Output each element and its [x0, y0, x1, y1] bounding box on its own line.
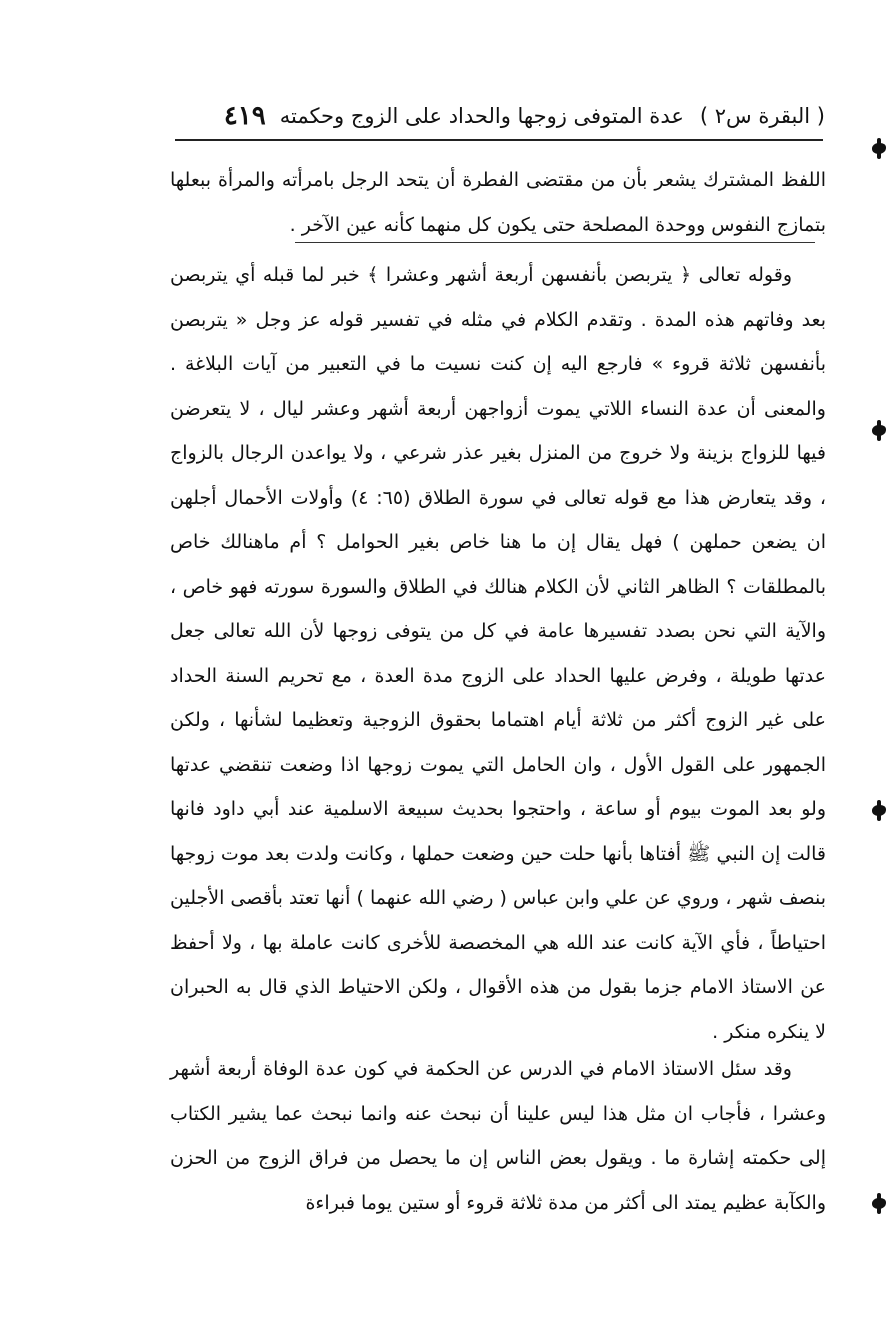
running-header — [175, 96, 825, 136]
binding-hole-mark — [872, 425, 886, 436]
header-topic: عدة المتوفى زوجها والحداد على الزوج وحكمته — [279, 104, 684, 128]
paragraph-text: اللفظ المشترك يشعر بأن من مقتضى الفطرة أن يتحد الرجل بامرأته والمرأة ببعلها بتمازج النفوس ووحدة المصلحة حتى يكون كل منهما كأنه عين الآخر . — [170, 169, 826, 236]
binding-hole-mark — [872, 805, 886, 816]
header-surah: ( البقرة س٢ ) — [699, 104, 825, 128]
paragraph-text: وقوله تعالى ﴿ يتربصن بأنفسهن أربعة أشهر وعشرا ﴾ خبر لما قبله أي يتربصن بعد وفاتهم هذه المدة . وتقدم الكلام في مثله في تفسير قوله عز وجل « يتربصن بأنفسهن ثلاثة قروء » فارجع اليه إن كنت نسيت ما في التعبير من آيات البلاغة . والمعنى أن عدة النساء اللاتي يموت أزواجهن أربعة أشهر وعشر ليال ، لا يتعرضن فيها للزواج بزينة ولا خروج من المنزل بغير عذر شرعي ، ولا يواعدن الرجال بالزواج ، وقد يتعارض هذا مع قوله تعالى في سورة الطلاق (٦٥: ٤) وأولات الأحمال أجلهن ان يضعن حملهن ) فهل يقال إن ما هنا خاص بغير الحوامل ؟ أم ماهنالك خاص بالمطلقات ؟ الظاهر الثاني لأن الكلام هنالك في الطلاق والسورة سورته فهو خاص ، والآية التي نحن بصدد تفسيرها عامة في كل من يتوفى زوجها لأن الله تعالى جعل عدتها طويلة ، وفرض عليها الحداد على الزوج مدة العدة ، مع تحريم السنة الحداد على غير الزوج أكثر من ثلاثة أيام اهتماما بحقوق الزوجية وتعظيما لشأنها ، ولكن الجمهور على القول الأول ، وان الحامل التي يموت زوجها اذا وضعت تنقضي عدتها ولو بعد الموت بيوم أو ساعة ، واحتجوا بحديث سبيعة الاسلمية عند أبي داود فانها قالت إن النبي ﷺ أفتاها بأنها حلت حين وضعت حملها ، وكانت ولدت بعد موت زوجها بنصف شهر ، وروي عن علي وابن عباس ( رضي الله عنهما ) أنها تعتد بأقصى الأجلين احتياطاً ، فأي الآية كانت عند الله هي المخصصة للأخرى كانت عاملة بها ، ولا أحفظ عن الاستاذ الامام جزما بقول من هذه الأقوال ، ولكن الاحتياط الذي قال به الحبران لا ينكره منكر . — [170, 264, 826, 1043]
binding-hole-mark — [872, 1198, 886, 1209]
binding-hole-mark — [872, 143, 886, 154]
paragraph-continuation — [170, 158, 826, 247]
paragraph-hikma — [170, 1047, 826, 1225]
section-divider — [295, 242, 815, 243]
header-rule — [175, 139, 823, 141]
paragraph-tafsir — [170, 253, 826, 1054]
paragraph-text: وقد سئل الاستاذ الامام في الدرس عن الحكمة في كون عدة الوفاة أربعة أشهر وعشرا ، فأجاب ان مثل هذا ليس علينا أن نبحث عنه وانما نبحث عما يشير الكتاب إلى حكمته إشارة ما . ويقول بعض الناس إن ما يحصل من فراق الزوج من الحزن والكآبة عظيم يمتد الى أكثر من مدة ثلاثة قروء أو ستين يوما فبراءة — [170, 1058, 826, 1214]
page-number: ٤١٩ — [223, 101, 266, 131]
